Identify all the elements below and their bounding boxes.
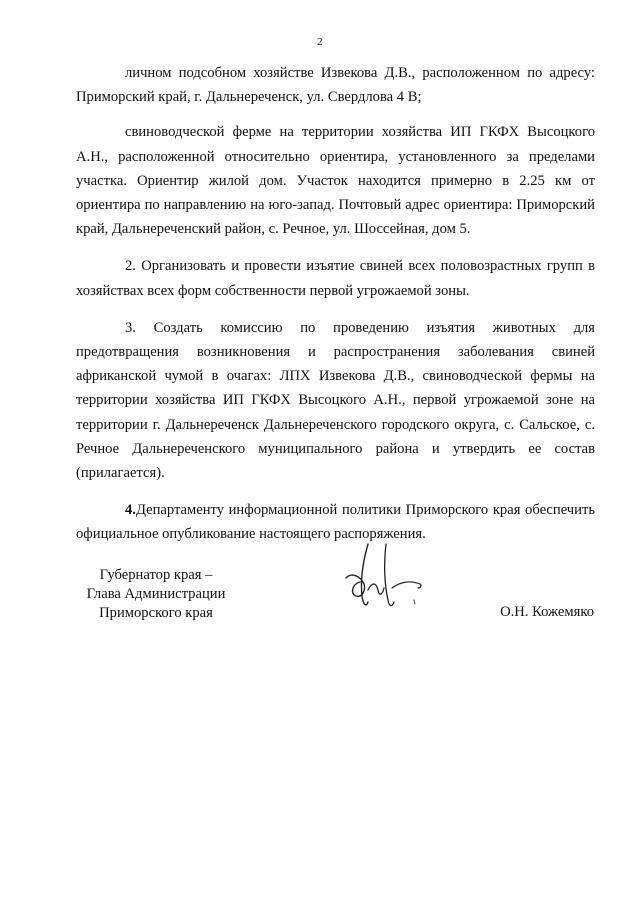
paragraph-address-izvekov: личном подсобном хозяйстве Извекова Д.В., расположенном по адресу: Приморский край, г. Дальнереченск, ул. Свердлова 4 В; [76, 65, 595, 106]
signatory-name: О.Н. Кожемяко [500, 604, 594, 620]
signatory-title-line-2: Глава Администрации [86, 586, 226, 602]
paragraph-item-2: 2. Организовать и провести изъятие свиней всех половозрастных групп в хозяйствах всех форм собственности первой угрожаемой зоны. [76, 258, 595, 299]
signature-block [0, 560, 640, 640]
signatory-title-line-1: Губернатор края – [99, 567, 213, 583]
handwritten-signature [338, 538, 428, 616]
signatory-title [76, 566, 236, 623]
signatory-title-line-3: Приморского края [99, 605, 213, 621]
paragraph-item-3: 3. Создать комиссию по проведению изъятия животных для предотвращения возникновения и распространения заболевания свиней африканской чумой в очагах: ЛПХ Извекова Д.В., свиноводческой фермы на территории хозяйства ИП ГКФХ Высоцкого А.Н., первой угрожаемой зоне на территории г. Дальнереченск Дальнереченского городского округа, с. Сальское, с. Речное Дальнереченского муниципального района и утвердить ее состав (прилагается). [76, 319, 595, 482]
paragraph-pig-farm: свиноводческой ферме на территории хозяйства ИП ГКФХ Высоцкого А.Н., расположенной относительно ориентира, установленного за пределами участка. Ориентир жилой дом. Участок находится примерно в 2.25 км от ориентира по направлению на юго-запад. Почтовый адрес ориентира: Приморский край, Дальнереченский район, с. Речное, ул. Шоссейная, дом 5. [76, 124, 595, 238]
paragraph-item-4 [76, 498, 595, 546]
item-4-text: Департаменту информационной политики Приморского края обеспечить официальное опубликование настоящего распоряжения. [76, 502, 595, 543]
item-4-number: 4. [125, 502, 136, 519]
page-number: 2 [317, 36, 323, 48]
document-body [76, 61, 595, 560]
